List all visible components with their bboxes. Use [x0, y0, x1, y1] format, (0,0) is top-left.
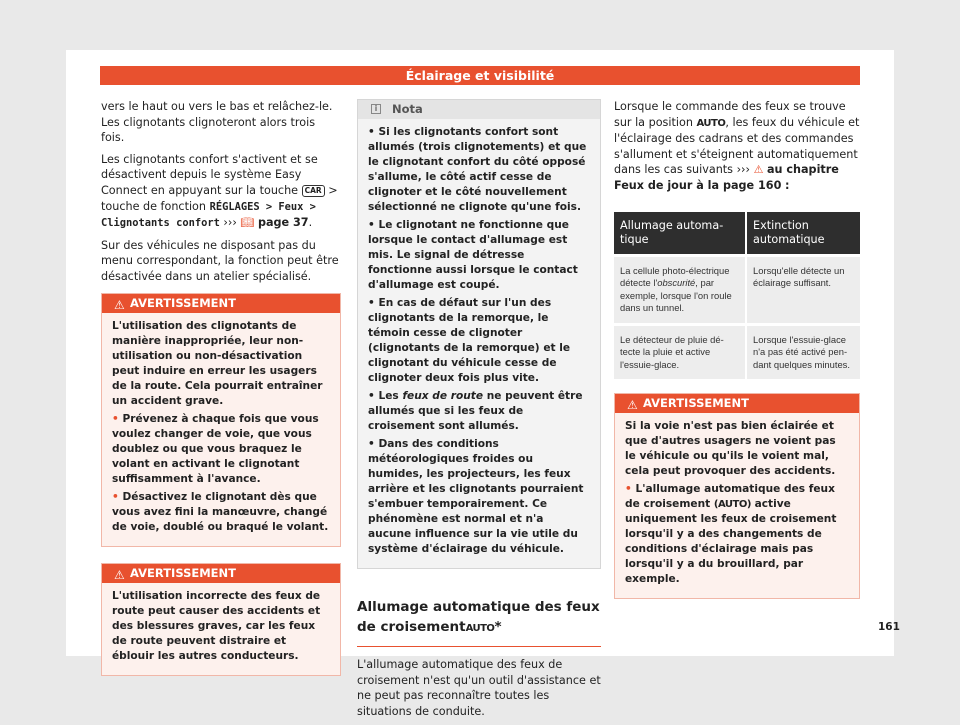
bullet-icon: •	[368, 297, 375, 309]
note-box	[357, 99, 601, 569]
bullet-icon: •	[112, 490, 119, 503]
page-link[interactable]: page 37	[257, 216, 309, 230]
cross-ref-arrow: ›››	[736, 163, 750, 177]
bullet-icon: •	[112, 412, 119, 425]
page-number: 161	[878, 621, 900, 633]
auto-light-icon: (AUTO)	[713, 499, 751, 511]
paragraph: vers le haut ou vers le bas et relâchez-le. Les clignotants clignoteront alors trois fois.	[101, 100, 333, 145]
bullet-icon: •	[368, 390, 375, 402]
info-icon: i	[371, 104, 381, 114]
warning-header: ⚠ AVERTISSEMENT	[615, 394, 859, 413]
bullet-icon: •	[625, 483, 632, 496]
table-header: Allumage automatique	[614, 212, 746, 256]
table-header: Extinction automatique	[746, 212, 860, 256]
table-cell: Le détecteur de pluie détecte la pluie et active l'essuie-glace.	[614, 324, 746, 379]
warning-box	[614, 393, 860, 599]
warning-header: ⚠ AVERTISSEMENT	[102, 294, 340, 313]
warning-box	[101, 563, 341, 676]
auto-light-icon: AUTO	[696, 117, 726, 129]
paragraph: Sur des véhicules ne disposant pas du menu correspondant, la fonction peut être désactivée dans un atelier spécialisé.	[101, 238, 339, 283]
column-1	[101, 99, 341, 676]
note-header: i Nota	[358, 100, 600, 119]
table-row	[614, 255, 860, 324]
warning-body: Si la voie n'est pas bien éclairée et que d'autres usagers ne voient pas le véhicule ou qu'ils le voient mal, cela peut provoquer des accidents. • L'allumage automatique des feux de croisement (AUTO) active uniquement les feux de croisement lorsqu'il y a des changements de conditions d'éclairage mais pas lorsqu'il y a du brouillard, par exemple.	[625, 420, 837, 586]
auto-light-table	[614, 212, 860, 380]
table-cell: Lorsqu'elle détecte un éclairage suffisant.	[746, 255, 860, 324]
chapter-link[interactable]: au chapitre Feux de jour à la page 160	[614, 163, 839, 192]
bullet-icon: •	[368, 126, 375, 138]
warning-body: L'utilisation des clignotants de manière inappropriée, leur non-utilisation ou non-désactivation peut induire en erreur les usagers de la route. Cela pourrait entraîner un accident grave. • Prévenez à chaque fois que vous voulez changer de voie, que vous doublez ou que vous braquez le volant en activant le clignotant suffisamment à l'avance. • Désactivez le clignotant dès que vous avez fini la manœuvre, changé de voie, doublé ou braqué le volant.	[112, 319, 329, 533]
bullet-icon: •	[368, 219, 375, 231]
car-key-icon: CAR	[302, 185, 325, 197]
note-body: • Si les clignotants confort sont allumés (trois clignotements) et que le clignotant confort du côté opposé s'allume, le côté actif cesse de clignoter et le côté nouvellement sélectionné ne clignote qu'une fois. • Le clignotant ne fonctionne que lorsque le contact d'allumage est mis. Le signal de détresse fonctionne aussi lorsque le contact d'allumage est coupé. • En cas de défaut sur l'un des clignotants de la remorque, le témoin cesse de clignoter (clignotants de la remorque) et le clignotant du véhicule cesse de clignoter deux fois plus vite. • Les feux de route ne peuvent être allumés que si les feux de croisement sont allumés. • Dans des conditions météorologiques froides ou humides, les projecteurs, les feux arrière et les clignotants pourraient s'embuer temporairement. Ce phénomène est normal et n'a aucune influence sur la vie utile du système d'éclairage du véhicule.	[368, 126, 587, 555]
column-3	[614, 99, 860, 599]
paragraph-intro: Lorsque le commande des feux se trouve sur la position AUTO, les feux du véhicule et l'éclairage des cadrans et des commandes s'allument et s'éteignent automatiquement dans les cas suivants ››› ⚠ au chapitre Feux de jour à la page 160 :	[614, 100, 860, 192]
warning-triangle-icon: ⚠	[753, 163, 764, 177]
paragraph-easy-connect: Les clignotants confort s'activent et se désactivent depuis le système Easy Connect en appuyant sur la touche CAR > touche de fonction RÉGLAGES > Feux > Clignotants confort ››› 📖︎ page 37.	[101, 152, 338, 230]
warning-triangle-icon: ⚠	[114, 567, 125, 582]
warning-body: L'utilisation incorrecte des feux de route peut causer des accidents et des blessures graves, car les feux de route peuvent distraire et éblouir les autres conducteurs.	[112, 589, 321, 662]
page-header: Éclairage et visibilité	[100, 66, 860, 85]
cross-ref-arrow: ›››	[223, 216, 237, 230]
warning-box	[101, 293, 341, 547]
paragraph: L'allumage automatique des feux de croisement n'est qu'un outil d'assistance et ne peut pas reconnaître toutes les situations de conduite.	[357, 658, 601, 718]
section-title: Allumage automatique des feux de croisementAUTO*	[357, 597, 601, 647]
menu-path: RÉGLAGES > Feux > Clignotants confort	[101, 200, 316, 230]
table-cell: La cellule photo-électrique détecte l'obscurité, par exemple, lorsque l'on roule dans un tunnel.	[614, 255, 746, 324]
warning-triangle-icon: ⚠	[627, 398, 638, 413]
warning-triangle-icon: ⚠	[114, 297, 125, 312]
auto-light-icon: AUTO	[465, 623, 495, 634]
bullet-icon: •	[368, 438, 375, 450]
table-cell: Lorsque l'essuie-glace n'a pas été activé pendant quelques minutes.	[746, 324, 860, 379]
table-row	[614, 324, 860, 379]
column-2	[357, 99, 601, 725]
warning-header: ⚠ AVERTISSEMENT	[102, 564, 340, 583]
book-icon: 📖︎	[240, 216, 255, 230]
